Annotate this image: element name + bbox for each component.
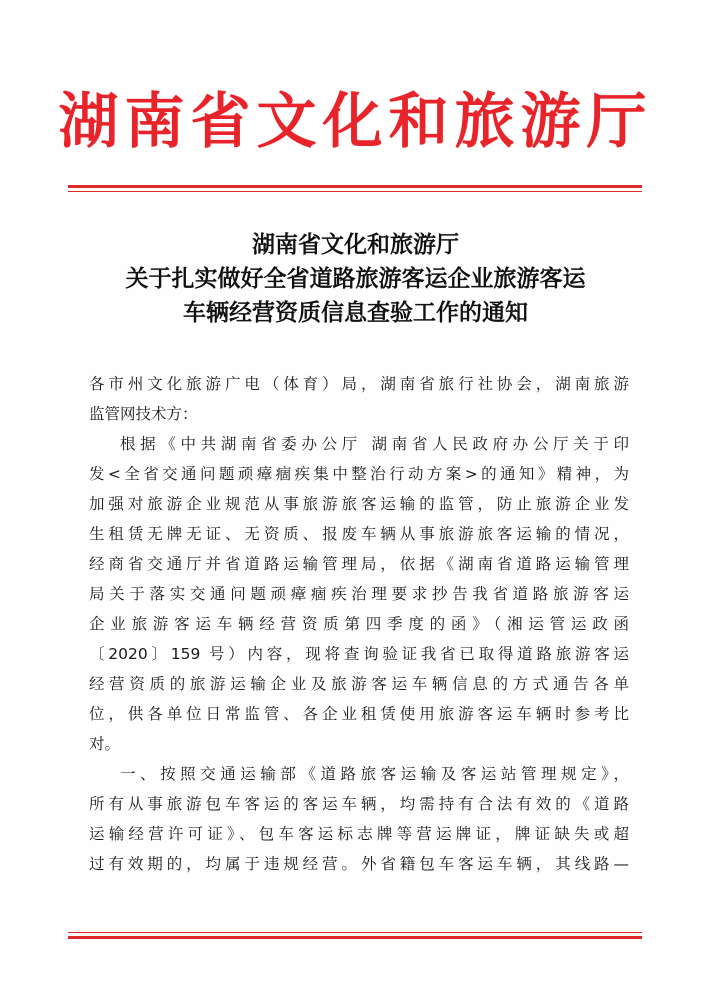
body-line: 经商省交通厅并省道路运输管理局，依据《湖南省道路运输管理 — [89, 555, 629, 573]
masthead-rule-thin — [68, 191, 642, 192]
body-line: 〔2020〕159 号）内容，现将查询验证我省已取得道路旅游客运 — [89, 645, 629, 663]
body-line: 加强对旅游企业规范从事旅游旅客运输的监管，防止旅游企业发 — [89, 495, 629, 513]
notice-title-line: 湖南省文化和旅游厅 — [252, 231, 459, 258]
notice-title — [60, 228, 651, 330]
masthead-rule-thick — [68, 185, 642, 188]
notice-body — [89, 369, 629, 879]
footer-rule-thin — [68, 932, 642, 933]
body-line: 一、按照交通运输部《道路旅客运输及客运站管理规定》， — [120, 765, 629, 783]
body-line: 过有效期的，均属于违规经营。外省籍包车客运车辆，其线路— — [89, 855, 629, 873]
footer-rule-thick — [68, 936, 642, 939]
body-line: 运输经营许可证》、包车客运标志牌等营运牌证，牌证缺失或超 — [89, 825, 629, 843]
body-line: 对。 — [89, 735, 121, 753]
notice-title-line: 关于扎实做好全省道路旅游客运企业旅游客运 — [125, 265, 586, 292]
body-line: 发<全省交通问题顽瘴痼疾集中整治行动方案>的通知》精神，为 — [89, 465, 629, 483]
addressee-line: 各市州文化旅游广电（体育）局，湖南省旅行社协会，湖南旅游 — [89, 375, 629, 393]
notice-title-line: 车辆经营资质信息查验工作的通知 — [183, 299, 528, 326]
body-line: 经营资质的旅游运输企业及旅游客运车辆信息的方式通告各单 — [89, 675, 629, 693]
body-line: 企业旅游客运车辆经营资质第四季度的函》（湘运管运政函 — [89, 615, 629, 633]
body-line: 位，供各单位日常监管、各企业租赁使用旅游客运车辆时参考比 — [89, 705, 629, 723]
body-line: 所有从事旅游包车客运的客运车辆，均需持有合法有效的《道路 — [89, 795, 629, 813]
addressee-line: 监管网技术方： — [89, 405, 198, 423]
body-line: 生租赁无牌无证、无资质、报废车辆从事旅游旅客运输的情况， — [89, 525, 629, 543]
body-line: 根据《中共湖南省委办公厅 湖南省人民政府办公厅关于印 — [120, 435, 629, 453]
masthead-title: 湖南省文化和旅游厅 — [58, 87, 653, 157]
body-line: 局关于落实交通问题顽瘴痼疾治理要求抄告我省道路旅游客运 — [89, 585, 629, 603]
